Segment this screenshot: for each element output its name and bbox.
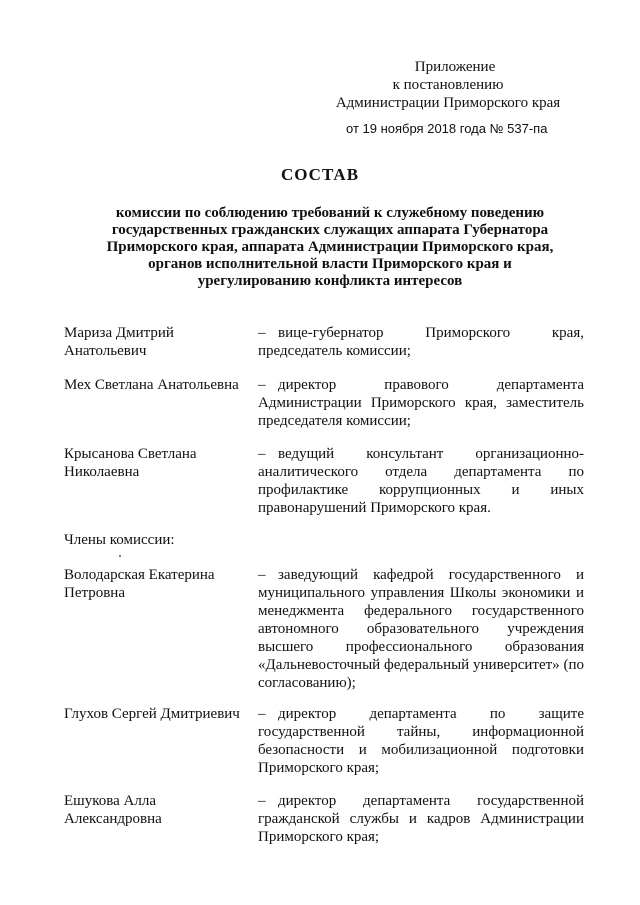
dash: – [258,446,266,462]
member-position [258,566,584,692]
member-position [258,376,584,430]
member-name [64,376,249,394]
appendix-label: Приложение [414,59,496,75]
member-name-line: Володарская Екатерина [64,567,215,583]
dash: – [258,706,266,722]
appendix-header [318,58,578,138]
document-title: СОСТАВ [280,165,360,184]
member-position-text: директор департамента государственной гражданской службы и кадров Администрации Приморского края; [258,793,584,845]
member-position-text: директор департамента по защите государственной тайны, информационной безопасности и мобилизационной подготовки Приморского края; [258,706,584,776]
resolution-date: от 19 ноября 2018 года № 537-па [346,121,548,136]
dash: – [258,377,266,393]
member-position [258,705,584,777]
member-name [64,324,249,360]
member-name [64,705,249,723]
member-position-text: директор правового департамента Администрации Приморского края, заместитель председателя комиссии; [258,377,584,429]
member-position [258,324,584,360]
issuing-authority: Администрации Приморского края [335,95,561,111]
scan-speck [119,555,121,557]
member-position-text: заведующий кафедрой государственного и муниципального управления Школы экономики и менеджмента федерального государственного автономного образовательного учреждения высшего профессионального образования «Дальневосточный федеральный университет» (по согласованию); [258,567,584,691]
subtitle-line: урегулированию конфликта интересов [197,273,463,289]
member-position-text: вице-губернатор Приморского края, председатель комиссии; [258,325,584,359]
member-name-line: Александровна [64,811,162,827]
subtitle-line: комиссии по соблюдению требований к служебному поведению [115,205,545,221]
member-name-line: Крысанова Светлана [64,446,197,462]
subtitle-line: государственных гражданских служащих аппарата Губернатора [111,222,549,238]
member-name [64,792,249,828]
document-subtitle [70,205,590,290]
member-name-line: Ешукова Алла [64,793,156,809]
section-label-members: Члены комиссии: [64,532,175,548]
dash: – [258,567,266,583]
member-position-text: ведущий консультант организационно-аналитического отдела департамента по профилактике коррупционных и иных правонарушений Приморского края. [258,446,584,516]
dash: – [258,793,266,809]
subtitle-line: Приморского края, аппарата Администрации Приморского края, [106,239,554,255]
member-name-line: Мариза Дмитрий [64,325,174,341]
member-name [64,566,249,602]
dash: – [258,325,266,341]
subtitle-line: органов исполнительной власти Приморского края и [148,256,512,272]
member-name-line: Глухов Сергей Дмитриевич [64,706,240,722]
member-name-line: Николаевна [64,464,140,480]
member-name [64,445,249,481]
member-position [258,445,584,517]
member-name-line: Анатольевич [64,343,147,359]
member-name-line: Мех Светлана Анатольевна [64,377,239,393]
member-name-line: Петровна [64,585,125,601]
resolution-ref: к постановлению [392,77,504,93]
member-position [258,792,584,846]
